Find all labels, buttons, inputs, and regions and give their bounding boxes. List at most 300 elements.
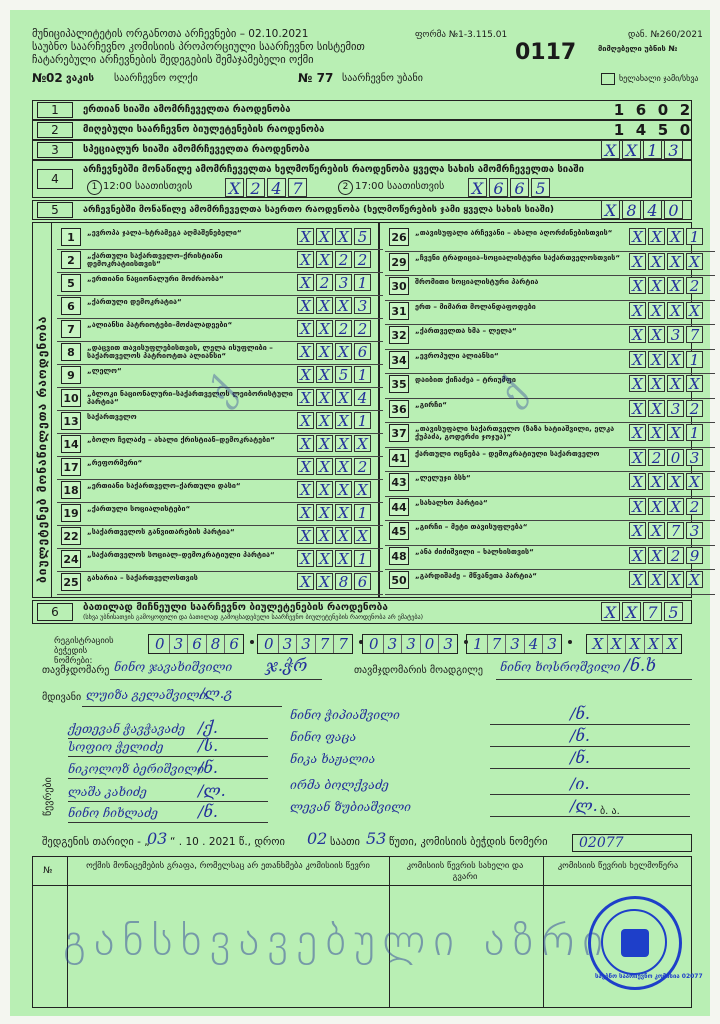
party-vote-digit[interactable]: 4 [354, 389, 371, 406]
party-vote-digit[interactable]: X [648, 375, 665, 392]
seal-number-field[interactable] [466, 634, 562, 654]
party-vote-digit[interactable]: X [667, 498, 684, 515]
compiled-rest: “ . 10 . 2021 წ., დროი [170, 836, 285, 848]
seal-digit: 0 [151, 635, 170, 653]
party-vote-digit[interactable]: X [629, 375, 646, 392]
party-vote-digit[interactable]: 3 [686, 522, 703, 539]
party-number: 41 [389, 449, 409, 467]
party-number: 1 [61, 228, 81, 246]
party-vote-digit[interactable]: X [297, 274, 314, 291]
seal-digit: 3 [402, 635, 421, 653]
party-vote-digit[interactable]: 1 [354, 504, 371, 521]
printed-digit: 1 [613, 121, 625, 139]
party-vote-digit[interactable]: X [335, 481, 352, 498]
party-name: „გირჩი – მეტი თავისუფლება“ [415, 522, 528, 531]
member-signature: /ლ. [570, 796, 598, 815]
seal-number-field[interactable] [362, 634, 458, 654]
party-number: 44 [389, 498, 409, 516]
party-number: 32 [389, 326, 409, 344]
annex-number: დან. №260/2021 [628, 30, 703, 40]
party-vote-digit[interactable]: X [648, 473, 665, 490]
party-name: „ბოლო ჩელაძე – ახალი ქრისტიან–დემოკრატები“ [87, 435, 275, 444]
party-number: 13 [61, 412, 81, 430]
commission-stamp [588, 896, 703, 990]
party-vote-digit[interactable]: 2 [686, 277, 703, 294]
party-vote-digit[interactable]: X [686, 473, 703, 490]
party-row [385, 399, 715, 424]
member-name: ნიკა ხაჟალია [290, 752, 376, 766]
deputy-line [496, 679, 692, 680]
party-vote-digit[interactable]: X [316, 389, 333, 406]
party-vote-digit[interactable]: 1 [354, 366, 371, 383]
party-vote-digit[interactable]: X [316, 481, 333, 498]
member-line [68, 738, 268, 739]
row-6-digit[interactable]: 7 [643, 602, 662, 621]
slot-1-digit[interactable]: X [225, 178, 244, 197]
party-name: საქართველო [87, 412, 137, 421]
party-vote-digit[interactable]: X [335, 435, 352, 452]
party-vote-digit[interactable]: X [629, 547, 646, 564]
party-vote-digit[interactable]: X [297, 573, 314, 590]
party-vote-digit[interactable]: X [316, 412, 333, 429]
slot-1-digit[interactable]: 2 [246, 178, 265, 197]
deputy-signature: /ნ.ხ [624, 656, 656, 676]
party-vote-digit[interactable]: 3 [686, 449, 703, 466]
district-prefix: № [32, 71, 47, 85]
party-row [385, 252, 715, 277]
protocol-number: 0117 [515, 40, 577, 65]
slot-1-digit[interactable]: 4 [267, 178, 286, 197]
seal-separator [250, 640, 254, 644]
party-votes [295, 297, 371, 314]
party-vote-digit[interactable]: 9 [686, 547, 703, 564]
party-vote-digit[interactable]: 1 [686, 424, 703, 441]
party-vote-digit[interactable]: X [629, 522, 646, 539]
cancel-stroke-right: ქ [490, 374, 536, 412]
row-4-label: არჩევნებში მონაწილე ამომრჩეველთა ხელმოწერების რაოდენობა ყველა სახის ამომრჩეველთა სიაში [83, 164, 584, 175]
party-votes [627, 473, 703, 490]
summary-row-value [608, 122, 696, 139]
slot-2-digit[interactable]: 6 [510, 178, 529, 197]
party-vote-digit[interactable]: 1 [686, 351, 703, 368]
party-number: 19 [61, 504, 81, 522]
party-vote-digit[interactable]: 0 [667, 449, 684, 466]
row-5-digit[interactable]: X [601, 200, 620, 219]
party-vote-digit[interactable]: X [648, 277, 665, 294]
party-number: 45 [389, 522, 409, 540]
seal-digit: X [666, 635, 678, 653]
party-number: 17 [61, 458, 81, 476]
member-line [490, 768, 690, 769]
slot-1-digit[interactable]: 7 [288, 178, 307, 197]
party-name: გახარია – საქართველოსთვის [87, 573, 198, 582]
party-vote-digit[interactable]: 2 [354, 458, 371, 475]
party-vote-digit[interactable]: X [629, 424, 646, 441]
party-vote-digit[interactable]: X [629, 571, 646, 588]
party-vote-digit[interactable]: X [297, 297, 314, 314]
party-vote-digit[interactable]: X [316, 343, 333, 360]
summary-row-label: ერთიან სიაში ამომრჩეველთა რაოდენობა [83, 104, 291, 115]
party-vote-digit[interactable]: X [629, 473, 646, 490]
party-vote-digit[interactable]: X [354, 481, 371, 498]
chair-signature: ჯ.ჭრ [266, 656, 308, 676]
member-signature: /ნ. [570, 748, 591, 767]
party-vote-digit[interactable]: X [297, 251, 314, 268]
party-vote-digit[interactable]: X [316, 366, 333, 383]
party-vote-digit[interactable]: 1 [354, 412, 371, 429]
party-vote-digit[interactable]: 7 [686, 326, 703, 343]
party-vote-digit[interactable]: 1 [354, 274, 371, 291]
side-label-column [33, 223, 52, 597]
party-vote-digit[interactable]: X [316, 228, 333, 245]
party-vote-digit[interactable]: X [316, 251, 333, 268]
party-vote-digit[interactable]: X [629, 498, 646, 515]
row-5 [32, 200, 692, 220]
row-5-digit[interactable]: 8 [622, 200, 641, 219]
member-line [68, 801, 268, 802]
party-vote-digit[interactable]: X [316, 527, 333, 544]
party-vote-digit[interactable]: 2 [316, 274, 333, 291]
row-6-digit[interactable]: X [622, 602, 641, 621]
seal-separator [568, 640, 572, 644]
col-name-header: კომისიის წევრის სახელი და გვარი [406, 861, 524, 882]
party-vote-digit[interactable]: X [335, 550, 352, 567]
party-vote-digit[interactable]: 2 [686, 400, 703, 417]
party-vote-digit[interactable]: 1 [354, 550, 371, 567]
party-vote-digit[interactable]: X [667, 571, 684, 588]
commission-stamp-number: 02077 [572, 834, 692, 852]
seal-digit: 0 [365, 635, 384, 653]
party-vote-digit[interactable]: X [648, 522, 665, 539]
party-vote-digit[interactable]: X [297, 412, 314, 429]
party-vote-digit[interactable]: X [316, 550, 333, 567]
summary-digit[interactable]: 3 [664, 140, 683, 159]
party-name: „თავისუფალი საქართველო (ზაზა ხატიაშვილი, ელკა ქუპაძა, გოდერძი ჯოჯუა)“ [415, 424, 615, 441]
member-signature: /ს. [198, 736, 219, 755]
member-name: ნიკოლოზ ბერიშვილი [68, 762, 205, 776]
seal-digit: X [608, 635, 627, 653]
party-number: 36 [389, 400, 409, 418]
member-signature: /ლ. [198, 781, 226, 800]
party-row [57, 526, 383, 549]
party-vote-digit[interactable]: X [648, 547, 665, 564]
party-vote-digit[interactable]: 2 [335, 251, 352, 268]
party-votes [627, 547, 703, 564]
printed-digit: 2 [679, 101, 691, 119]
party-vote-digit[interactable]: X [629, 302, 646, 319]
corrected-checkbox[interactable] [601, 73, 615, 85]
party-vote-digit[interactable]: X [667, 302, 684, 319]
party-vote-digit[interactable]: X [629, 351, 646, 368]
party-vote-digit[interactable]: X [686, 375, 703, 392]
party-row [57, 342, 383, 365]
party-vote-digit[interactable]: 5 [354, 228, 371, 245]
party-row [385, 423, 715, 448]
summary-row-number: 3 [37, 142, 73, 158]
printed-digit: 4 [635, 121, 647, 139]
party-vote-digit[interactable]: X [297, 458, 314, 475]
cancel-stroke-left: ქ [200, 374, 246, 412]
party-row [57, 411, 383, 434]
summary-row-label: სპეციალურ სიაში ამომრჩეველთა რაოდენობა [83, 144, 310, 155]
party-vote-digit[interactable]: X [316, 458, 333, 475]
deputy-name: ნინო ხოსროშვილი [500, 660, 621, 674]
member-name: ნინო ჭიპიაშვილი [290, 708, 400, 722]
party-vote-digit[interactable]: X [648, 498, 665, 515]
seal-digit: 7 [488, 635, 507, 653]
member-name: ირმა ბოლქვაძე [290, 778, 389, 792]
party-number: 48 [389, 547, 409, 565]
slot-2-digit[interactable]: 6 [489, 178, 508, 197]
party-vote-digit[interactable]: X [354, 527, 371, 544]
party-vote-digit[interactable]: X [335, 458, 352, 475]
party-vote-digit[interactable]: X [335, 228, 352, 245]
compiled-hour: 02 [307, 829, 328, 848]
summary-digit[interactable]: X [601, 140, 620, 159]
party-vote-digit[interactable]: X [686, 302, 703, 319]
party-vote-digit[interactable]: X [648, 571, 665, 588]
row-6 [32, 600, 692, 624]
party-name: „ანა ძიძიშვილი – ხალხისთვის“ [415, 546, 534, 556]
seal-digit: 3 [170, 635, 189, 653]
precinct-number: № 77 [298, 71, 334, 85]
party-vote-digit[interactable]: X [335, 389, 352, 406]
header-line2: საუბნო საარჩევნო კომისიის პროპორციული საარჩევნო სისტემით [32, 41, 365, 53]
party-row [57, 250, 383, 273]
party-vote-digit[interactable]: 2 [354, 251, 371, 268]
party-vote-digit[interactable]: 3 [335, 274, 352, 291]
party-vote-digit[interactable]: 2 [335, 320, 352, 337]
party-vote-digit[interactable]: X [297, 550, 314, 567]
party-vote-digit[interactable]: 6 [354, 343, 371, 360]
slot-2-digit[interactable]: X [468, 178, 487, 197]
party-vote-digit[interactable]: X [629, 253, 646, 270]
member-signature: /ი. [570, 774, 590, 793]
party-vote-digit[interactable]: X [335, 527, 352, 544]
party-vote-digit[interactable]: X [297, 366, 314, 383]
party-votes [295, 458, 371, 475]
party-vote-digit[interactable]: X [629, 449, 646, 466]
party-vote-digit[interactable]: X [686, 253, 703, 270]
party-vote-digit[interactable]: X [629, 277, 646, 294]
party-votes [627, 326, 703, 343]
col-signature-header: კომისიის წევრის ხელმოწერა [557, 861, 679, 871]
party-number: 24 [61, 550, 81, 568]
party-vote-digit[interactable]: 2 [686, 498, 703, 515]
compiled-minute: 53 [366, 829, 387, 848]
member-line [490, 746, 690, 747]
party-row [57, 434, 383, 457]
row-4-number: 4 [37, 169, 73, 189]
party-name: „ქართული სოციალისტები“ [87, 504, 191, 513]
party-vote-digit[interactable]: 3 [667, 400, 684, 417]
party-number: 6 [61, 297, 81, 315]
party-vote-digit[interactable]: X [297, 343, 314, 360]
party-vote-digit[interactable]: X [297, 228, 314, 245]
member-signature: /ნ. [198, 802, 219, 821]
summary-row-value [599, 140, 683, 159]
seal-number-field[interactable] [586, 634, 682, 654]
seal-digit: 3 [547, 635, 557, 653]
party-votes [627, 424, 703, 441]
party-vote-digit[interactable]: X [667, 351, 684, 368]
party-vote-digit[interactable]: 8 [335, 573, 352, 590]
party-vote-digit[interactable]: X [297, 320, 314, 337]
party-vote-digit[interactable]: 3 [667, 326, 684, 343]
party-votes [627, 400, 703, 417]
party-vote-digit[interactable]: X [667, 277, 684, 294]
party-votes [627, 228, 703, 245]
party-vote-digit[interactable]: X [335, 297, 352, 314]
party-vote-digit[interactable]: X [648, 424, 665, 441]
party-name: ქართული ოცნება – დემოკრატიული საქართველო [415, 448, 600, 458]
party-vote-digit[interactable]: 6 [354, 573, 371, 590]
party-vote-digit[interactable]: X [648, 253, 665, 270]
member-line [68, 822, 268, 823]
slot-2-digit[interactable]: 5 [531, 178, 550, 197]
party-vote-digit[interactable]: 3 [354, 297, 371, 314]
party-vote-digit[interactable]: X [316, 435, 333, 452]
stamp-emblem-icon [621, 929, 649, 957]
seal-digit: 6 [188, 635, 207, 653]
row-6-digit[interactable]: 5 [664, 602, 683, 621]
party-name: „ქართველთა ხმა – ლელა“ [415, 326, 517, 335]
party-vote-digit[interactable]: 1 [686, 228, 703, 245]
party-name: „ევროპა ჯალა–ხტრამეგა აღმაშენებელი“ [87, 228, 242, 237]
party-vote-digit[interactable]: X [648, 400, 665, 417]
party-votes [627, 375, 703, 392]
party-vote-digit[interactable]: X [297, 389, 314, 406]
party-vote-digit[interactable]: X [667, 424, 684, 441]
party-vote-digit[interactable]: X [297, 504, 314, 521]
party-vote-digit[interactable]: X [335, 412, 352, 429]
party-row [385, 325, 715, 350]
members-label: წევრები [43, 777, 54, 816]
party-vote-digit[interactable]: X [335, 504, 352, 521]
party-vote-digit[interactable]: X [667, 375, 684, 392]
seal-digit: 0 [260, 635, 279, 653]
row-6-digit[interactable]: X [601, 602, 620, 621]
member-line [490, 724, 690, 725]
party-vote-digit[interactable]: X [297, 435, 314, 452]
party-row [57, 480, 383, 503]
party-vote-digit[interactable]: 2 [354, 320, 371, 337]
party-vote-digit[interactable]: X [667, 253, 684, 270]
party-row [385, 497, 715, 522]
party-name: „თავისუფალი არჩევანი – ახალი აღორძინებისთვის“ [415, 228, 613, 237]
party-name: დაიბით ქიჩაძეა – ტრიუმფი [415, 375, 516, 384]
row-5-value [599, 200, 683, 219]
row-6-value [599, 602, 683, 621]
summary-row [32, 120, 692, 140]
party-vote-digit[interactable]: X [648, 302, 665, 319]
party-number: 31 [389, 302, 409, 320]
party-votes [627, 498, 703, 515]
party-vote-digit[interactable]: X [667, 228, 684, 245]
party-vote-digit[interactable]: X [316, 504, 333, 521]
party-row [385, 227, 715, 252]
party-votes [295, 435, 371, 452]
party-votes [295, 550, 371, 567]
party-vote-digit[interactable]: X [297, 481, 314, 498]
party-name: „ალიანსი პატრიოტები–მოძალადეები“ [87, 320, 233, 329]
row-5-digit[interactable]: 0 [664, 200, 683, 219]
party-name: „ერთიანი საქართველო–ქართული დასი“ [87, 481, 241, 490]
party-number: 8 [61, 343, 81, 361]
party-vote-digit[interactable]: X [648, 351, 665, 368]
party-name: „რეფორმერი“ [87, 458, 143, 467]
party-votes [295, 228, 371, 245]
precinct-code-label: მიმღებელი უბნის № [598, 44, 678, 53]
col-field-header: ოქმის მონაცემების გრაფა, რომელსაც არ ეთანხმება კომისიის წევრი [86, 861, 370, 871]
party-votes [295, 389, 371, 406]
party-number: 37 [389, 424, 409, 442]
party-name: „ევროპული ალიანსი“ [415, 350, 499, 360]
printed-digit: 0 [657, 101, 669, 119]
party-vote-digit[interactable]: X [648, 326, 665, 343]
party-name: „ქართული საქართველო–ქრისტიანი დემოკრატიისთვის“ [87, 251, 223, 268]
party-vote-digit[interactable]: 5 [335, 366, 352, 383]
party-vote-digit[interactable]: X [335, 343, 352, 360]
party-vote-digit[interactable]: 2 [648, 449, 665, 466]
chair-line [110, 679, 322, 680]
party-vote-digit[interactable]: X [629, 228, 646, 245]
member-signature: /ნ. [570, 704, 591, 723]
party-vote-digit[interactable]: X [316, 320, 333, 337]
slot-1-time: 12:00 საათისთვის [103, 181, 193, 192]
summary-digit[interactable]: X [622, 140, 641, 159]
party-number: 10 [61, 389, 81, 407]
party-vote-digit[interactable]: X [316, 297, 333, 314]
party-vote-digit[interactable]: X [297, 527, 314, 544]
party-row [57, 319, 383, 342]
party-vote-digit[interactable]: 2 [667, 547, 684, 564]
party-vote-digit[interactable]: X [629, 400, 646, 417]
member-name: ნინო ფაცა [290, 730, 357, 744]
party-name: „საქართველოს განვითარების პარტია“ [87, 527, 235, 536]
row-5-digit[interactable]: 4 [643, 200, 662, 219]
seal-number-field[interactable] [257, 634, 353, 654]
header-line3: ჩატარებული არჩევნების შედეგების შემაჯამებელი ოქმი [32, 54, 314, 66]
header-line1: მუნიციპალიტეტის ორგანოთა არჩევნები – 02.10.2021 [32, 28, 309, 40]
summary-digit[interactable]: 1 [643, 140, 662, 159]
district-name: ვაკის [66, 73, 95, 84]
summary-row-number: 2 [37, 122, 73, 138]
party-number: 30 [389, 277, 409, 295]
party-vote-digit[interactable]: X [648, 228, 665, 245]
summary-row [32, 100, 692, 120]
party-vote-digit[interactable]: X [686, 571, 703, 588]
party-number: 5 [61, 274, 81, 292]
seal-number-field[interactable] [148, 634, 244, 654]
member-name: ლევან ზუბიაშვილი [290, 800, 412, 814]
party-vote-digit[interactable]: X [316, 573, 333, 590]
party-number: 43 [389, 473, 409, 491]
party-votes [295, 343, 371, 360]
party-vote-digit[interactable]: X [354, 435, 371, 452]
seal-digit: 3 [279, 635, 298, 653]
party-vote-digit[interactable]: X [667, 473, 684, 490]
party-name: „სახალხო პარტია“ [415, 497, 488, 507]
district-number: 02 [46, 71, 63, 85]
party-votes [627, 449, 703, 466]
party-vote-digit[interactable]: X [629, 326, 646, 343]
party-votes [627, 302, 703, 319]
party-vote-digit[interactable]: 7 [667, 522, 684, 539]
party-name: „საქართველოს სოციალ–დემოკრატიული პარტია“ [87, 550, 275, 559]
party-row [57, 273, 383, 296]
summary-row-number: 1 [37, 102, 73, 118]
